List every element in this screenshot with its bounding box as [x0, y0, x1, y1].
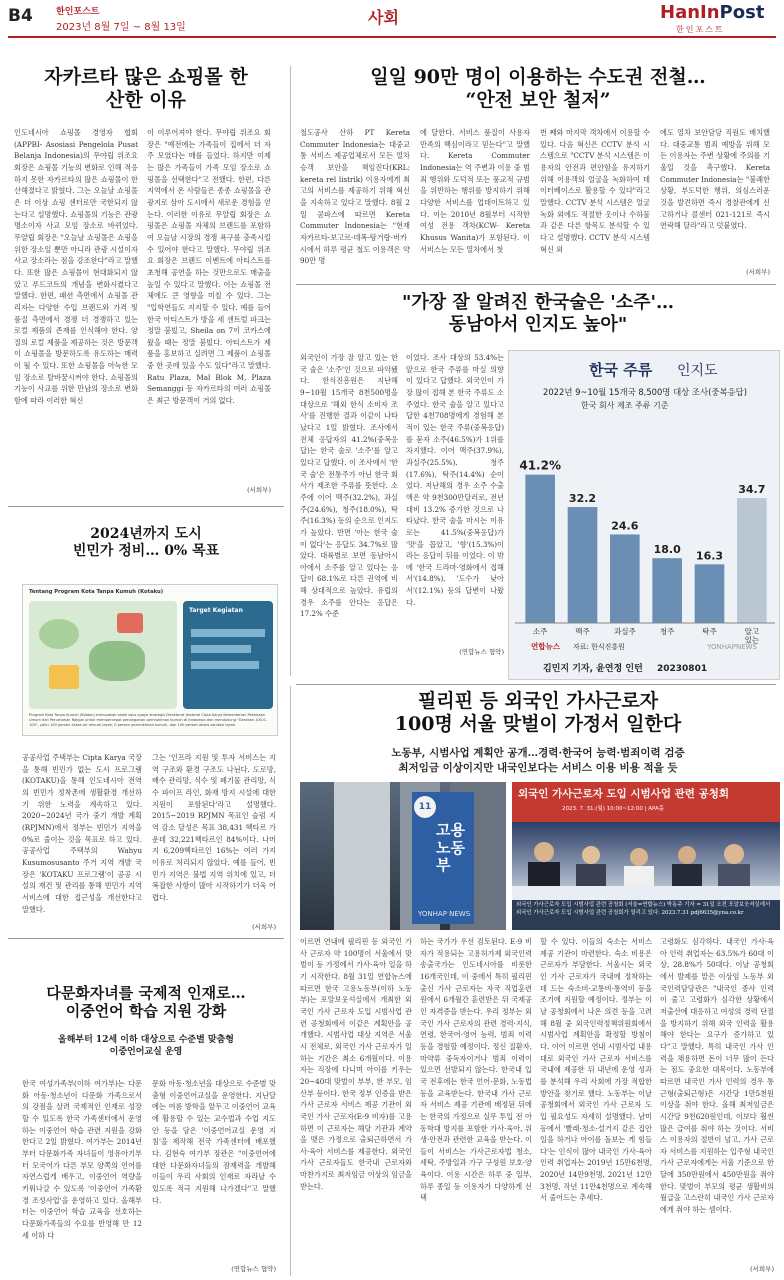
column-divider: [290, 686, 291, 1276]
chart-value-label-5: 34.7: [738, 483, 766, 497]
chart-agency: 연합뉴스: [531, 642, 560, 651]
section-rule: [8, 506, 284, 507]
chart-credit: 김민지 기자, 윤연정 인턴: [543, 664, 643, 674]
chart-value-label-1: 32.2: [568, 492, 597, 506]
liquor-awareness-chart: [508, 350, 780, 680]
header-brand: 한인포스트: [56, 7, 100, 17]
hearing-date: 2023. 7. 31.(월) 10:00~12:00 | APA홀: [562, 806, 665, 812]
hanin-post-logo: [660, 2, 764, 23]
helpers-col-3: 할 수 있다. 이들의 숙소는 서비스 제공 기관이 마련한다. 숙소 비용은 근로자가 부담한다. 서울시는 외국인 가사 근로자가 국내에 정착하는 데 드는 숙소비·교통비·통역비 등을 조기에 지원할 예정이다. 정부는 이날 공청회에서 나온 의견 등을 고려해 8월 중 외국인력정책위원회에서 시범사업 계획안을 확정할 방침이다. 이어 이르면 연내 시범사업 내용대로 외국인 가사 근로자 서비스를 국내에 제공한 뒤 내년에 운영 성과를 분석해 우리 사회에 가장 적합한 방안을 찾기로 했다. 노동부는 이날 공청회에서 외국인 가사 근로자 도입 필요성도 자세히 설명했다. 남미 등에서 '빨래·청소·설거지 같은 집안일을 하거나 아이를 돌보는 게 힘들다'는 인식이 많아 내국인 가사·육아 인력 취업자는 2019년 15만6천명, 2020년 14만9천명, 2021년 12만3천명, 작년 11만4천명으로 계속해서 줄어드는 추세다.: [540, 937, 652, 1203]
chart-bar-1: [568, 507, 598, 623]
chart-value-label-3: 18.0: [653, 543, 681, 557]
chart-subtitle-1: 2022년 9~10월 15개국 8,500명 대상 조사(중복응답): [543, 387, 747, 397]
ministry-emblem: 11: [414, 796, 436, 818]
hearing-photo-caption: 외국인 가사근로자 도입 시범사업 관련 공청회 (서울=연합뉴스) 박동주 기자 = 31일 오전 포알보웃셔실에서 외국인 가사근로자 도입 시범사업 관련 공청회가 열리고 있다. 2023.7.31 pdj6635@yna.co.kr: [512, 900, 780, 930]
subway-byline: (서희부): [746, 268, 770, 276]
city-headline: 2024년까지 도시 빈민가 정비… 0% 목표: [72, 526, 220, 560]
chart-subtitle-2: 한국 회사 제조 주류 기준: [581, 401, 669, 410]
logo-main: HanIn: [660, 2, 720, 23]
helpers-subhead-2: 최저임금 이상이지만 내국인보다는 서비스 이용 비용 적을 듯: [398, 762, 678, 774]
kotaku-infographic: [22, 584, 278, 736]
chart-credit-date: 20230801: [657, 664, 708, 674]
subway-col-2: 에 달한다. 서비스 품질이 사용자 만족의 핵심이라고 믿는다"고 말했다. Kereta Commuter Indonesia는 역 주변과 이용 중 범죄 행위와 도덕적 또는 풍교적 규범을 위반하는 행위를 방지하기 위해 다양한 서비스를 업데이트하고 있다. 이는 2010년 8월부터 시작한 여성 전용 객차(KCW- Kereta Khusus Wanita)가 포함된다. 이 서비스는 모든 열차에서 첫: [420, 128, 530, 254]
ministry-sign-text: 고용노동부: [436, 821, 465, 875]
city-col-1: 공공사업 주택부는 Cipta Karya 국장을 통해 빈민가 없는 도시 프로그램(KOTAKU)을 통해 인도네시아 전역의 빈민가 정착촌에 생활환경 개선하기 위한 노력을 계속하고 있다. 2020~2024년 국가 중기 개발 계획(RPJMN)에서 정부는 빈민가 지역을 0%로 줄이는 것을 목표로 하고 있다. 공공사업 주택부의 Wahyu Kusumosusanto 주거 지역 개발 국장은 'KOTAKU 프로그램'이 공공 시설의 재건 및 관리를 통해 빈민가 지역 서비스에 대한 접근성을 개선한다고 말했다.: [22, 753, 142, 914]
chart-bar-0: [525, 475, 555, 623]
infographic-target-panel: [183, 601, 273, 709]
chart-watermark: YONHAPNEWS: [707, 643, 757, 651]
infographic-map: [29, 601, 177, 709]
chart-category-label-4: 탁주: [702, 627, 717, 636]
logo-post: Post: [719, 2, 765, 23]
chart-category-label-5: 알고 있는: [744, 627, 760, 645]
subway-col-1: 철도공사 산하 PT Kereta Commuter Indonesia는 대중교통 서비스 제공업체로서 모든 열차 승객 보안을 책임진다(KRL: kereta rel listrik) 이용자에게 최고의 서비스를 제공하기 위해 혁신을 지속하고 있다고 말했다. 8월 2일 콤파스에 따르면 Kereta Commuter Indonesia는 "현재 자카르타-보고르-데폭-탕거랑-버카시에서 하루 평균 철도 이용객은 약 90만 명: [300, 128, 410, 266]
page-number: B4: [8, 6, 33, 26]
infographic-title: Tentang Program Kota Tanpa Kumuh (Kotaku): [29, 589, 164, 595]
chart-bar-5: [737, 498, 767, 623]
chart-bar-4: [695, 564, 725, 623]
chart-title-bold: 한국 주류: [589, 361, 653, 379]
soju-headline: "가장 잘 알려진 한국술은 '소주'… 동남아서 인지도 높아": [401, 292, 675, 335]
multi-subhead: 올해부터 12세 이하 대상으로 수준별 맞춤형 이중언어교실 운영: [58, 1035, 234, 1058]
chart-source: 자료: 한식진흥원: [573, 643, 625, 651]
soju-col-2: 이었다. 조사 대상의 53.4%는 앞으로 한국 주류를 마실 의향이 있다고 답했다. 외국인이 가장 많이 접해 본 한국 주류도 소주였다. 한국 술을 알고 있다고 답한 4천708명에게 경험해 본 적이 있는 한국 주류(중복응답)를 묻자 소주(46.5%)가 1위를 차지했다. 이어 맥주(37.9%), 과실주(25.5%), 청주(17.6%), 탁주(14.4%) 순이었다. 지난해의 경우 소주 수출액은 약 9천300만달러로, 전년 대비 13.2% 증가한 것으로 나타났다. 한국 술을 마시는 이유로는 41.5%(중복응답)가 '맛'을 꼽았고, '향'(15.3%)이라는 응답이 뒤를 이었다. 이 밖에 '한국 드라마·영화에서 접해서'(14.8%), '도수가 낮아서'(12.1%) 등의 답변이 나왔다.: [406, 353, 504, 607]
header-rule: [8, 36, 776, 38]
chart-bar-2: [610, 534, 640, 623]
chart-category-label-1: 맥주: [575, 627, 590, 636]
soju-byline: (연합뉴스 협약): [459, 648, 504, 656]
helpers-col-1: 이르면 연내에 필리핀 등 외국인 가사 근로자 약 100명이 서울에서 맞벌이 등 가정에서 가사·육아 일을 하기 시작한다. 8월 31일 연합뉴스에 따르면 한국 고용노동부(이하 노동부)는 포알보웃셔실에서 개최한 외국인 가사 근로자 도입 시범사업 관련 공청회에서 이같은 계획안을 공개했다. 시범사업 대상 지역은 서울시 전체로, 외국인 가사 근로자가 일하는 기간은 최소 6개월이다. 이용자는 직장에 다니며 아이를 키우는 20~40대 맞벌이 부부, 한 부모, 임산부 등이다. 한국 정부 인증을 받은 가사 근로자 서비스 제공 기관이 외국인 가사 근로자(E-9 비자)를 고용하면 이 근로자는 해당 기관과 계약을 맺은 가정으로 출퇴근하면서 가사·육아 서비스를 제공한다. 외국인 가사 근로자들도 한국내 근로자와 마찬가지로 최저임금 이상의 임금을 받는다.: [300, 937, 412, 1191]
section-rule: [296, 284, 776, 285]
helpers-col-4: 고령화도 심각하다. 내국인 가사·육아 인력 취업자는 63.5%가 60대 이상, 28.8%가 50대다. 이날 공청회에서 발제를 맡은 이상임 노동부 외국인력담당관은 "내국인 종사 인력이 줄고 고령화가 심각한 상황에서 저출산에 대응하고 여성의 경력 단절을 방지하기 위해 외국 인력을 활용해야 한다는 요구가 증가하고 있다"고 말했다. 특히 내국인 가사 인력을 채용하면 돈이 너무 많이 든다는 점도 중요한 대목이다. 노동부에 따르면 내국인 가사 인력의 경우 통근형(출퇴근형)은 시간당 1만5천원 이상을 줘야 한다. 올해 최저임금은 시간당 9천620원인데, 이보다 훨씬 많은 급여를 줘야 하는 것이다. 서비스 이용자의 절반이 넘고, 가사 근로자 서비스를 지원하는 입주형 내국인 가사 근로자에게는 서울 기준으로 한 달에 350만원에서 450만원을 줘야 한다. 맞벌이 부모의 평균 생활비의 월급을 고스란히 내국인 가사 근로자에게 줘야 하는 셈이다.: [660, 937, 774, 1215]
mall-headline: 자카르타 많은 쇼핑몰 한 산한 이유: [44, 66, 248, 112]
section-rule: [8, 938, 284, 939]
chart-value-label-2: 24.6: [611, 519, 639, 533]
city-col-2: 그는 '인프라 지원 및 투자 서비스는 지역 구조와 환경 구조도 나뉜다. 도로망, 배수 관리망, 식수 및 폐기물 관리망, 식수 파이프 라인, 화재 방지 시설에 대한 지원이 포함된다'라고 설명했다. 2015~2019 RPJMN 목표인 슬럼 지역 감소 달성은 목표 38,431 헥타르 가운데 32,221헥타르인 84%이다. 나머지 6,209헥타르인 16%는 여러 가지 이유로 처리되지 않았다. 예를 들어, 빈민가 지역은 불법 지역 위치에 있고, 더 복잡한 사항이 많아 시작하기가 더욱 어렵다.: [152, 753, 276, 902]
photo1-watermark: YONHAP NEWS: [418, 910, 471, 918]
multi-col-2: 문화 아동·청소년을 대상으로 수준별 맞춤형 이중언어교실을 운영한다. 지난달에는 여름 방학을 앞두고 이중언어 교육에 활용할 수 있는 교수법과 수업 지도안 등을 담은 '이중언어교실 운영 지침'을 제작해 전국 가족센터에 배포했다. 김현숙 여가부 장관은 "이중언어에 대한 다문화자녀들의 잠재력을 개발해 이들이 우리 사회의 인재로 자라날 수 있도록 적극 지원해 나가겠다"고 말했다.: [152, 1079, 276, 1205]
column-divider: [290, 66, 291, 676]
helpers-subhead-1: 노동부, 시범사업 계획안 공개…경력·한국어 능력·범죄이력 검증: [391, 747, 685, 759]
mall-col-1: 인도네시아 쇼핑몰 경영자 협회(APPBI- Asosiasi Pengelola Pusat Belanja Indonesia)의 무야립 위조요 회장은 쇼핑몰 기능의 변화로 인해 적응하지 못한 자카르타의 많은 쇼핑몰이 한산해졌다고 밝혔다. 그는 오늘날 쇼핑몰은 더 이상 쇼핑 센터로만 국한되지 않는다고 설명했다. 쇼핑몰의 기능은 관광 명소이자 사교 모임 장소로 바뀌었다. 무얄립 회장은 "오늘날 쇼핑몰은 쇼핑을 위한 장소일 뿐만 아니라 관광 시설이자 사교 장소라는 점을 강조한다"라고 말했다. 또한 많은 쇼핑몰이 현대화되지 않았고 푸드코트의 개념을 변화시켰다고 말했다. 한편, 패션 측면에서 쇼핑몰 관리자는 다양한 수입 브랜드와 가격 및 품질 측면에서 경쟁 더 경쟁하고 있는 로컬 제품의 존재를 인식해야 한다. 양질의 로컬 제품을 제공하는 것은 방문객이 쇼핑몰을 방문하도록 유도하는 매력이 될 수 있다. 또한 쇼핑몰을 아늑한 모임 장소로 탈바꿈시켜야 한다. 쇼핑몰의 기능이 사교를 위한 만남의 장소로 변화함에 따라 이러한 혁신: [14, 128, 138, 406]
hearing-banner: 외국인 가사근로자 도입 시범사업 관련 공청회: [518, 788, 729, 800]
chart-category-label-3: 청주: [659, 627, 675, 636]
issue-date: 2023년 8월 7일 ~ 8월 13일: [56, 22, 186, 33]
subway-headline: 일일 90만 명이 이용하는 수도권 전철… “안전 보안 철저”: [370, 66, 706, 112]
chart-value-label-0: 41.2%: [519, 458, 561, 473]
multi-byline: (연합뉴스 협약): [231, 1265, 276, 1273]
mall-byline: (서희부): [247, 486, 271, 494]
subway-col-3: 번 째와 마지막 객차에서 이용할 수 있다. 다음 혁신은 CCTV 분석 시스템으로 "CCTV 분석 시스템은 이용자의 안전과 편안함을 유지하기 위해 이용객의 얼굴을 녹화하여 데이터베이스로 활용할 수 있다"라고 말했다. CCTV 분석 시스템은 얼굴 녹화 외에도 적절한 옷이나 수하물과 같은 다른 항목도 분석할 수 있다고 설명했다. CCTV 분석 시스템 혁신 외: [540, 128, 650, 254]
chart-title-light: 인지도: [677, 363, 718, 379]
ministry-sign-photo: [300, 782, 506, 930]
mall-col-2: 이 이루어져야 한다. 무야립 위조요 회장은 "예전에는 가족들이 집에서 더 자주 모였다는 매를 들었다. 하지만 이제는 많은 가족들이 가족 모임 장소로 쇼핑몰을 선택한다"고 전했다. 한편, 다른 지역에서 온 사람들은 종종 쇼핑몰을 관광지로 삼아 도시에서 새로운 경험을 얻는다. 이러한 이유로 무얄립 회장은 쇼핑몰은 쇼핑몰 자체의 브랜드를 포함하여 오늘날 시장의 경쟁 욕구를 충족시킬 수 있어야 한다고 말했다. 무야립 위조요 회장은 브랜드 이벤트에 아티스트를 초청해 공연을 하는 것만으로도 매출을 높일 수 있다고 말했다. 이는 쇼핑몰 전체에도 큰 영향을 미칠 수 있다. 그는 "입학연들도 지지할 수 있다. 예를 들어 한국 아티스트가 방을 세 센트럴 파크는 정말 붐빘고, Sheila on 7이 코카스에 왔을 때는 정말 붐빘다. 아티스트가 제품을 홍보하고 실려면 그 제품이 쇼핑몰 중 한 곳에 있을 수도 있다"라고 말했다. Ratu Plaza, Mal Blok M, Plaza Semanggi 등 자카르타의 여러 쇼핑몰은 최근 방문객이 거의 없다.: [147, 128, 271, 406]
multi-headline: 다문화자녀를 국제적 인재로… 이중언어 학습 지원 강화: [46, 984, 246, 1021]
infographic-target-label: Target Kegiatan: [189, 607, 243, 614]
chart-category-label-2: 과실주: [613, 627, 636, 636]
chart-svg: [509, 351, 781, 681]
helpers-headline: 필리핀 등 외국인 가사근로자 100명 서울 맞벌이 가정서 일한다: [394, 690, 682, 736]
helpers-byline: (서희부): [750, 1265, 774, 1273]
chart-bar-3: [652, 558, 682, 623]
section-rule: [296, 684, 776, 685]
subway-col-4: 에도 열차 보안담당 직원도 배치했다. 대중교통 범죄 예방을 위해 모든 이용자는 주변 상황에 주의를 기울일 것을 촉구했다. Kereta Commuter Indonesia는 "불쾌한 상황, 부도덕한 행위, 의심스러운 것을 발견하면 즉시 경찰관에게 신고하거나 콜센터 021-121로 즉시 연락해 달라"라고 덧붙였다.: [660, 128, 770, 231]
chart-category-label-0: 소주: [532, 627, 548, 636]
logo-subtitle: 한인포스트: [676, 25, 725, 34]
chart-value-label-4: 16.3: [695, 549, 724, 563]
hearing-photo: [512, 782, 780, 900]
soju-col-1: 외국인이 가장 잘 알고 있는 한국 술은 '소주'인 것으로 파악됐다. 한식진흥원은 지난해 9~10월 15개국 8천500명을 대상으로 '해외 한식 소비자 조사'를 진행한 결과 이같이 나타났다고 1일 밝혔다. 조사에서 전체 응답자의 41.2%(중복응답)는 한국 술로 '소주'를 알고 있다고 답했다. 이 조사에서 '한국 술'은 전통주가 아닌 한국 회사가 제조한 주류를 뜻한다. 소주에 이어 맥주(32.2%), 과실주(24.6%), 청주(18.0%), 탁주(16.3%) 등의 순으로 인지도가 높았다. 반면 '아는 한국 술이 없다'는 응답도 34.7%로 많았다. 대륙별로 보면 동남아시아에서 소주를 알고 있다는 응답이 68.1%로 다른 권역에 비해 상대적으로 높았다. 유럽의 경우 소주를 안다는 응답은 17.2% 수준: [300, 353, 398, 619]
city-byline: (서희부): [252, 923, 276, 931]
infographic-text: Program Kota Tanpa Kumuh (Kotaku) merupakan salah satu upaya strategis Direktorat Jenderal Cipta Karya Kementerian Pekerjaan Umum dan Perumahan Rakyat untuk mempercepat penanganan permukiman kumuh di Indonesia dan mendukung "Gerakan 100-0-100", yaitu 100 persen akses air minum layak, 0 persen permukiman kumuh, dan 100 persen akses sanitasi layak.: [29, 713, 267, 727]
multi-col-1: 한국 여성가족부(이하 여가부)는 다문화 아동·청소년이 다문화 가족으로서의 강점을 살려 국제적인 인재로 성장할 수 있도록 한국 가족센터에서 운영하는 이중언어 학습 관련 지원을 강화한다고 2일 밝혔다. 여가부는 2014년부터 다문화가족 자녀들이 영유아기부터 모국어가 다른 부모 양쪽의 언어를 자연스럽게 배우고, 이중언어 역량을 키워나갈 수 있도록 '이중언어 가족환경 조성사업'을 운영하고 있다. 올해부터는 이중언어 학습 교육을 선호하는 다문화가족들의 수요를 반영해 만 12세 이하 다: [22, 1079, 142, 1240]
helpers-col-2: 하는 국가가 우선 검토된다. E-9 비자가 적용되는 고용허가제 외국인력 송출국가는 인도네시아를 비롯한 16개국인데, 이 중에서 특히 필리핀 출신 가사 근로자는 자국 직업훈련원에서 6개월간 훈련받은 뒤 국제공인 자격증을 받는다. 우리 정부는 외국인 가사 근로자의 관련 경력·지식, 연령, 한국어·영어 능력, 범죄 이력 등을 경험할 예정이다. 정신 질환자, 마약류 중독자이거나 범죄 이력이 있으면 선발되지 않는다. 한국내 입국 전후에는 한국 언어·문화, 노동법 등을 교육받는다. 한국내 가사 근로자 서비스 제공 기관에 배정된 뒤에는 한국의 가정으로 실무 투입 전 아동학대 방지를 포함한 가사·육아, 위생·안전과 관련한 교육을 받는다. 이들이 서비스는 가사근로자법 청소, 세탁, 주방일과 가구 구성원 보호·양육이다. 이용 시간은 하루 중 일부, 하루 종일 등 이용자가 다양하게 선택: [420, 937, 532, 1203]
ministry-sign-board: [412, 792, 474, 924]
section-name: 사회: [368, 8, 399, 27]
